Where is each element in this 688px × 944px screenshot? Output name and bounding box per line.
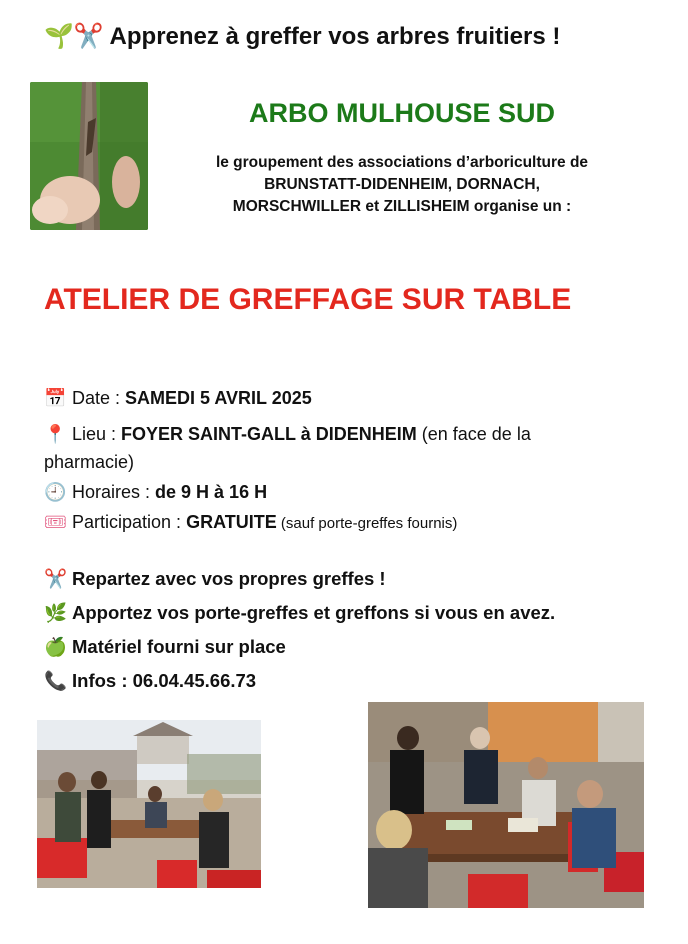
bullet-text: Infos : 06.04.45.66.73 (72, 670, 257, 691)
participation-label: Participation : (72, 512, 187, 532)
hours-value: de 9 H à 16 H (155, 482, 268, 502)
bullet-item (44, 598, 674, 629)
bullet-item (44, 666, 674, 697)
herb-icon: 🌿 (44, 603, 68, 624)
phone-icon: 📞 (44, 671, 68, 692)
org-desc-line: le groupement des associations d’arboriculture de (215, 154, 589, 171)
org-desc-line: BRUNSTATT-DIDENHEIM, DORNACH, (264, 176, 540, 193)
date-label: Date : (72, 388, 126, 408)
organization-description (168, 152, 636, 218)
bullet-text: Apportez vos porte-greffes et greffons si vous en avez. (72, 602, 556, 623)
location-note-continued: pharmacie) (44, 452, 135, 472)
headline-text: Apprenez à greffer vos arbres fruitiers ! (109, 23, 561, 50)
org-desc-line: MORSCHWILLER et ZILLISHEIM organise un : (232, 198, 572, 215)
participation-value: GRATUITE (186, 512, 277, 532)
location-note: (en face de la (416, 424, 531, 444)
organization-name: ARBO MULHOUSE SUD (248, 98, 555, 128)
location-line (44, 419, 664, 450)
calendar-icon: 📅 (44, 388, 67, 409)
hours-label: Horaires : (72, 482, 156, 502)
ticket-icon: 🎟 (44, 512, 67, 533)
headline (44, 22, 664, 51)
participation-line (44, 507, 664, 539)
hours-line (44, 477, 664, 508)
bullet-item (44, 564, 674, 595)
location-label: Lieu : (72, 424, 122, 444)
event-title: ATELIER DE GREFFAGE SUR TABLE (44, 283, 572, 316)
pin-icon: 📍 (44, 424, 67, 445)
bullet-text: Matériel fourni sur place (72, 636, 286, 657)
bullet-item (44, 632, 674, 663)
location-value: FOYER SAINT-GALL à DIDENHEIM (121, 424, 417, 444)
participation-note: (sauf porte-greffes fournis) (276, 515, 458, 532)
clock-icon: 🕘 (44, 482, 67, 503)
location-line-continued (44, 447, 664, 477)
bullet-text: Repartez avec vos propres greffes ! (72, 568, 386, 589)
graft-closeup-photo (30, 82, 148, 230)
scissors-icon: ✂️ (44, 569, 68, 590)
workshop-photo-outdoor (37, 720, 261, 888)
seedling-scissors-icon: 🌱✂️ (44, 22, 104, 50)
date-value: SAMEDI 5 AVRIL 2025 (125, 388, 312, 408)
green-apple-icon: 🍏 (44, 637, 68, 658)
date-line (44, 383, 664, 414)
workshop-photo-table (368, 702, 644, 908)
